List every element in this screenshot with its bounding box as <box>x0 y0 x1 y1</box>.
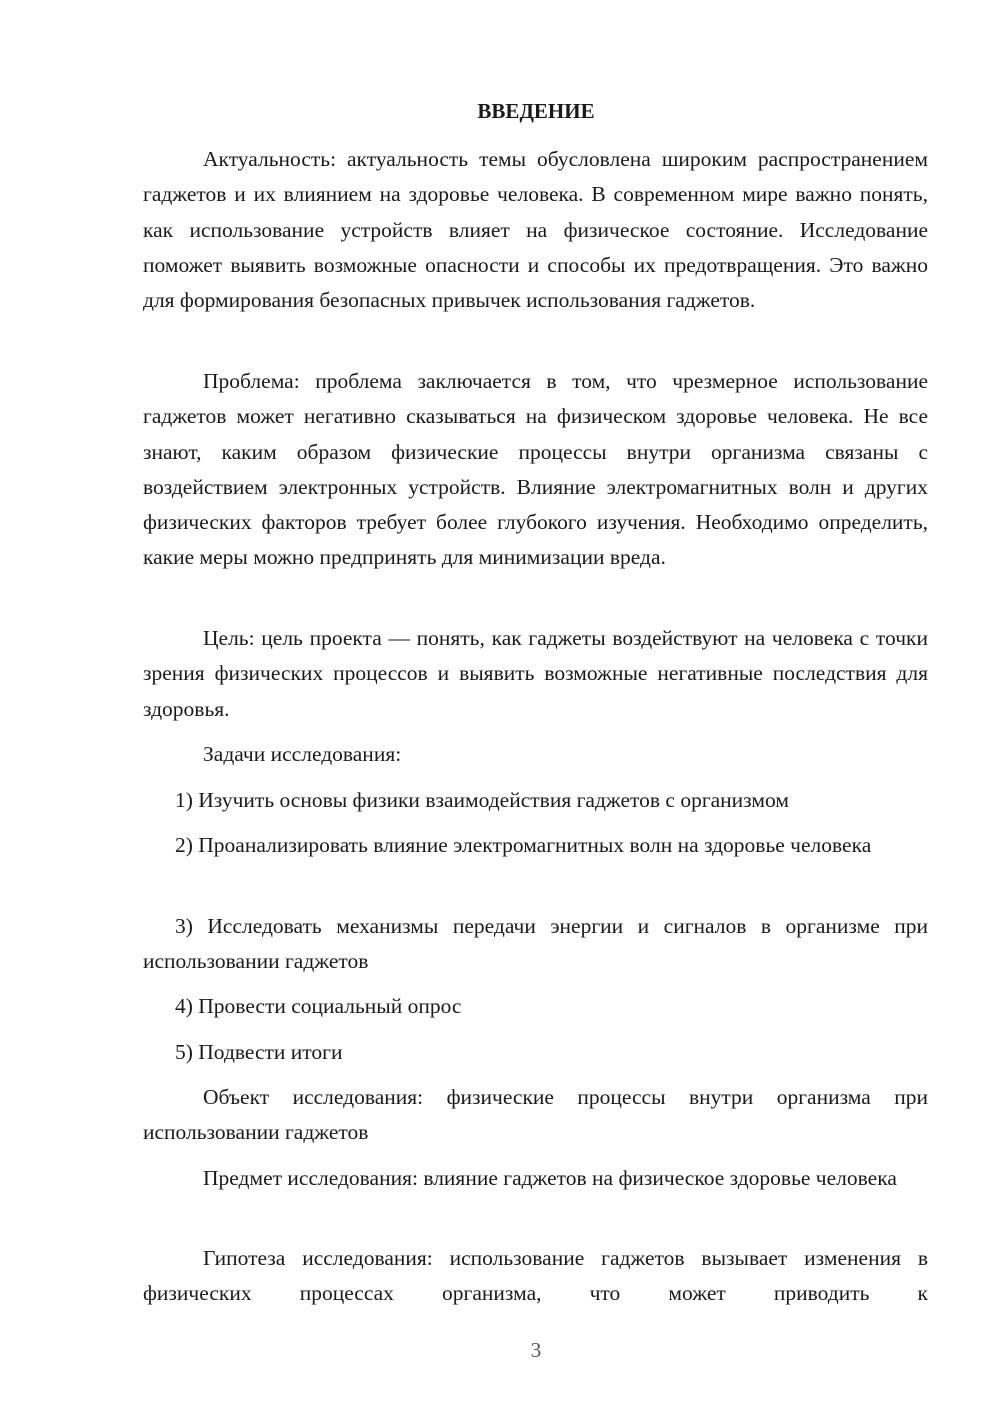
goal-paragraph: Цель: цель проекта — понять, как гаджеты воздействуют на человека с точки зрения физических процессов и выявить возможные негативные последствия для здоровья. <box>143 626 928 721</box>
tasks-heading: Задачи исследования: <box>203 742 402 766</box>
relevance-paragraph: Актуальность: актуальность темы обусловлена широким распространением гаджетов и их влиянием на здоровье человека. В современном мире важно понять, как использование устройств влияет на физическое состояние. Исследование поможет выявить возможные опасности и способы их предотвращения. Это важно для формирования безопасных привычек использования гаджетов. <box>143 147 928 313</box>
task-item-3: 3) Исследовать механизмы передачи энергии и сигналов в организме при использовании гаджетов <box>143 914 928 974</box>
page-number: 3 <box>530 1338 542 1362</box>
task-item-5: 5) Подвести итоги <box>175 1040 343 1064</box>
hypothesis-paragraph: Гипотеза исследования: использование гаджетов вызывает изменения в физических процессах организма, что может приводить к <box>143 1246 928 1306</box>
problem-paragraph: Проблема: проблема заключается в том, что чрезмерное использование гаджетов может негативно сказываться на физическом здоровье человека. Не все знают, каким образом физические процессы внутри организма связаны с воздействием электронных устройств. Влияние электромагнитных волн и других физических факторов требует более глубокого изучения. Необходимо определить, какие меры можно предпринять для минимизации вреда. <box>143 369 928 570</box>
subject-paragraph: Предмет исследования: влияние гаджетов на физическое здоровье человека <box>203 1166 897 1190</box>
task-item-1: 1) Изучить основы физики взаимодействия гаджетов с организмом <box>175 788 789 812</box>
task-item-2: 2) Проанализировать влияние электромагнитных волн на здоровье человека <box>175 833 872 857</box>
object-paragraph: Объект исследования: физические процессы внутри организма при использовании гаджетов <box>143 1085 928 1145</box>
task-item-4: 4) Провести социальный опрос <box>175 994 462 1018</box>
page-title: ВВЕДЕНИЕ <box>477 99 595 123</box>
